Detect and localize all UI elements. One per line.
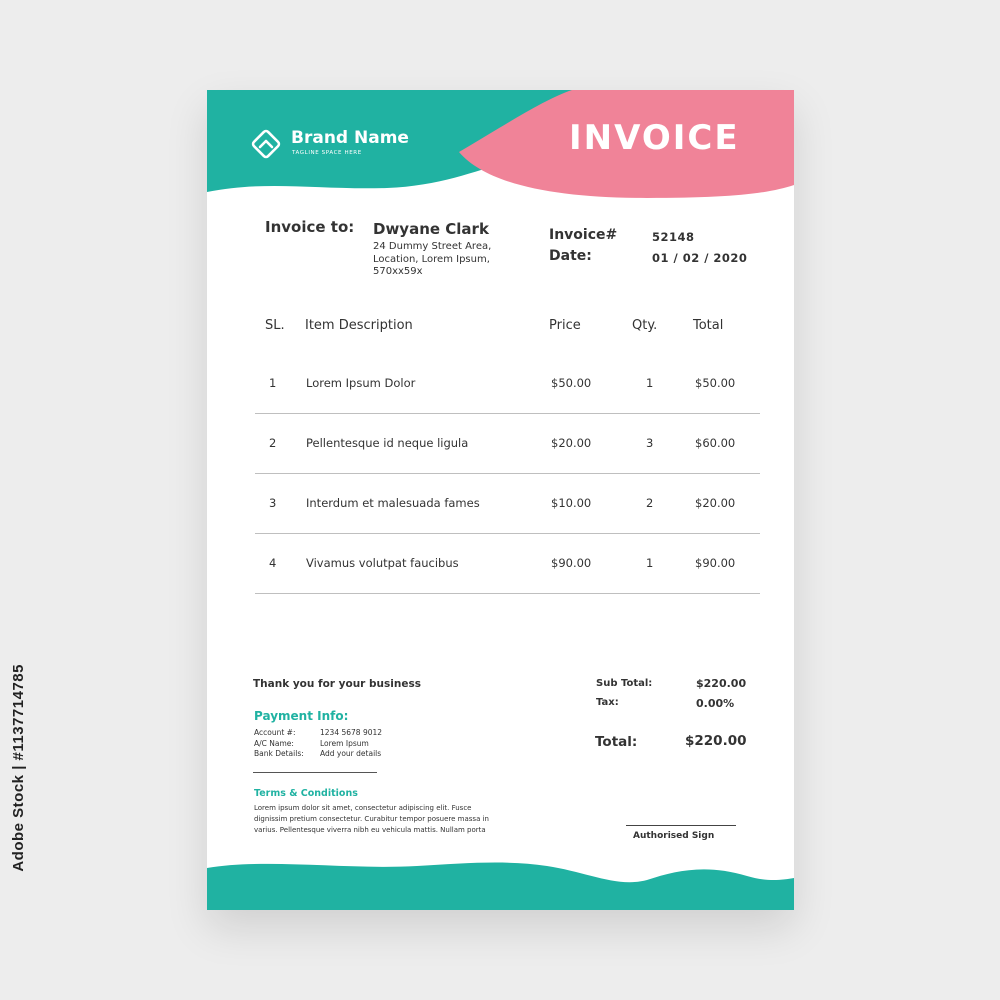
stock-id-label: Adobe Stock | #1137714785 <box>10 664 27 872</box>
address-line: 570xx59x <box>373 266 423 277</box>
signature-line <box>626 825 736 826</box>
teal-footer-wave <box>207 863 794 910</box>
invoice-to-label: Invoice to: <box>265 218 355 236</box>
cell-price: $10.00 <box>551 496 592 510</box>
cell-sl: 4 <box>269 556 277 570</box>
invoice-paper <box>207 90 794 910</box>
terms-text <box>254 803 514 836</box>
brand-tagline: TAGLINE SPACE HERE <box>292 150 362 156</box>
cell-total: $50.00 <box>695 376 736 390</box>
cell-total: $20.00 <box>695 496 736 510</box>
cell-description: Interdum et malesuada fames <box>306 496 480 510</box>
tax-label: Tax: <box>596 697 619 708</box>
tax-value: 0.00% <box>696 697 735 710</box>
cell-qty: 3 <box>646 436 654 450</box>
header-description: Item Description <box>305 318 413 333</box>
brand-name: Brand Name <box>291 128 409 148</box>
thank-you-note: Thank you for your business <box>253 678 421 690</box>
invoice-number-value: 52148 <box>652 230 695 244</box>
cell-qty: 1 <box>646 376 654 390</box>
row-divider <box>255 413 760 414</box>
cell-qty: 2 <box>646 496 654 510</box>
date-label: Date: <box>549 248 592 264</box>
terms-line: Lorem ipsum dolor sit amet, consectetur adipiscing elit. Fusce <box>254 804 472 812</box>
cell-description: Lorem Ipsum Dolor <box>306 376 416 390</box>
total-value: $220.00 <box>685 733 747 749</box>
header-price: Price <box>549 318 581 333</box>
terms-line: dignissim pretium consectetur. Curabitur tempor posuere massa in <box>254 815 489 823</box>
cell-total: $60.00 <box>695 436 736 450</box>
cell-sl: 2 <box>269 436 277 450</box>
footer-wave-graphic <box>207 860 794 910</box>
account-number-label: Account #: <box>254 728 296 737</box>
cell-price: $50.00 <box>551 376 592 390</box>
account-name-label: A/C Name: <box>254 739 294 748</box>
row-divider <box>255 593 760 594</box>
subtotal-label: Sub Total: <box>596 678 653 689</box>
cell-sl: 3 <box>269 496 277 510</box>
address-line: Location, Lorem Ipsum, <box>373 253 490 265</box>
client-name: Dwyane Clark <box>373 220 489 238</box>
date-value: 01 / 02 / 2020 <box>652 251 748 265</box>
bank-details-label: Bank Details: <box>254 749 304 758</box>
payment-info-title: Payment Info: <box>254 709 349 723</box>
terms-line: varius. Pellentesque viverra nibh eu vehicula mattis. Nullam porta <box>254 826 486 834</box>
invoice-number-label: Invoice# <box>549 227 618 243</box>
cell-qty: 1 <box>646 556 654 570</box>
account-name-value: Lorem Ipsum <box>320 739 369 748</box>
header-qty: Qty. <box>632 318 658 333</box>
row-divider <box>255 533 760 534</box>
header-total: Total <box>693 318 724 333</box>
terms-title: Terms & Conditions <box>254 788 358 799</box>
row-divider <box>255 473 760 474</box>
cell-sl: 1 <box>269 376 277 390</box>
signature-label: Authorised Sign <box>633 831 715 841</box>
account-number-value: 1234 5678 9012 <box>320 728 383 737</box>
address-line: 24 Dummy Street Area, <box>373 241 492 252</box>
payment-divider <box>253 772 377 773</box>
invoice-title: INVOICE <box>569 118 740 158</box>
cell-description: Pellentesque id neque ligula <box>306 436 469 450</box>
total-label: Total: <box>595 734 638 750</box>
bank-details-value: Add your details <box>320 749 382 758</box>
cell-description: Vivamus volutpat faucibus <box>306 556 459 570</box>
client-address <box>373 241 523 279</box>
cell-price: $20.00 <box>551 436 592 450</box>
subtotal-value: $220.00 <box>696 677 747 690</box>
cell-total: $90.00 <box>695 556 736 570</box>
header-sl: SL. <box>265 318 285 333</box>
diamond-house-icon <box>249 127 283 161</box>
cell-price: $90.00 <box>551 556 592 570</box>
